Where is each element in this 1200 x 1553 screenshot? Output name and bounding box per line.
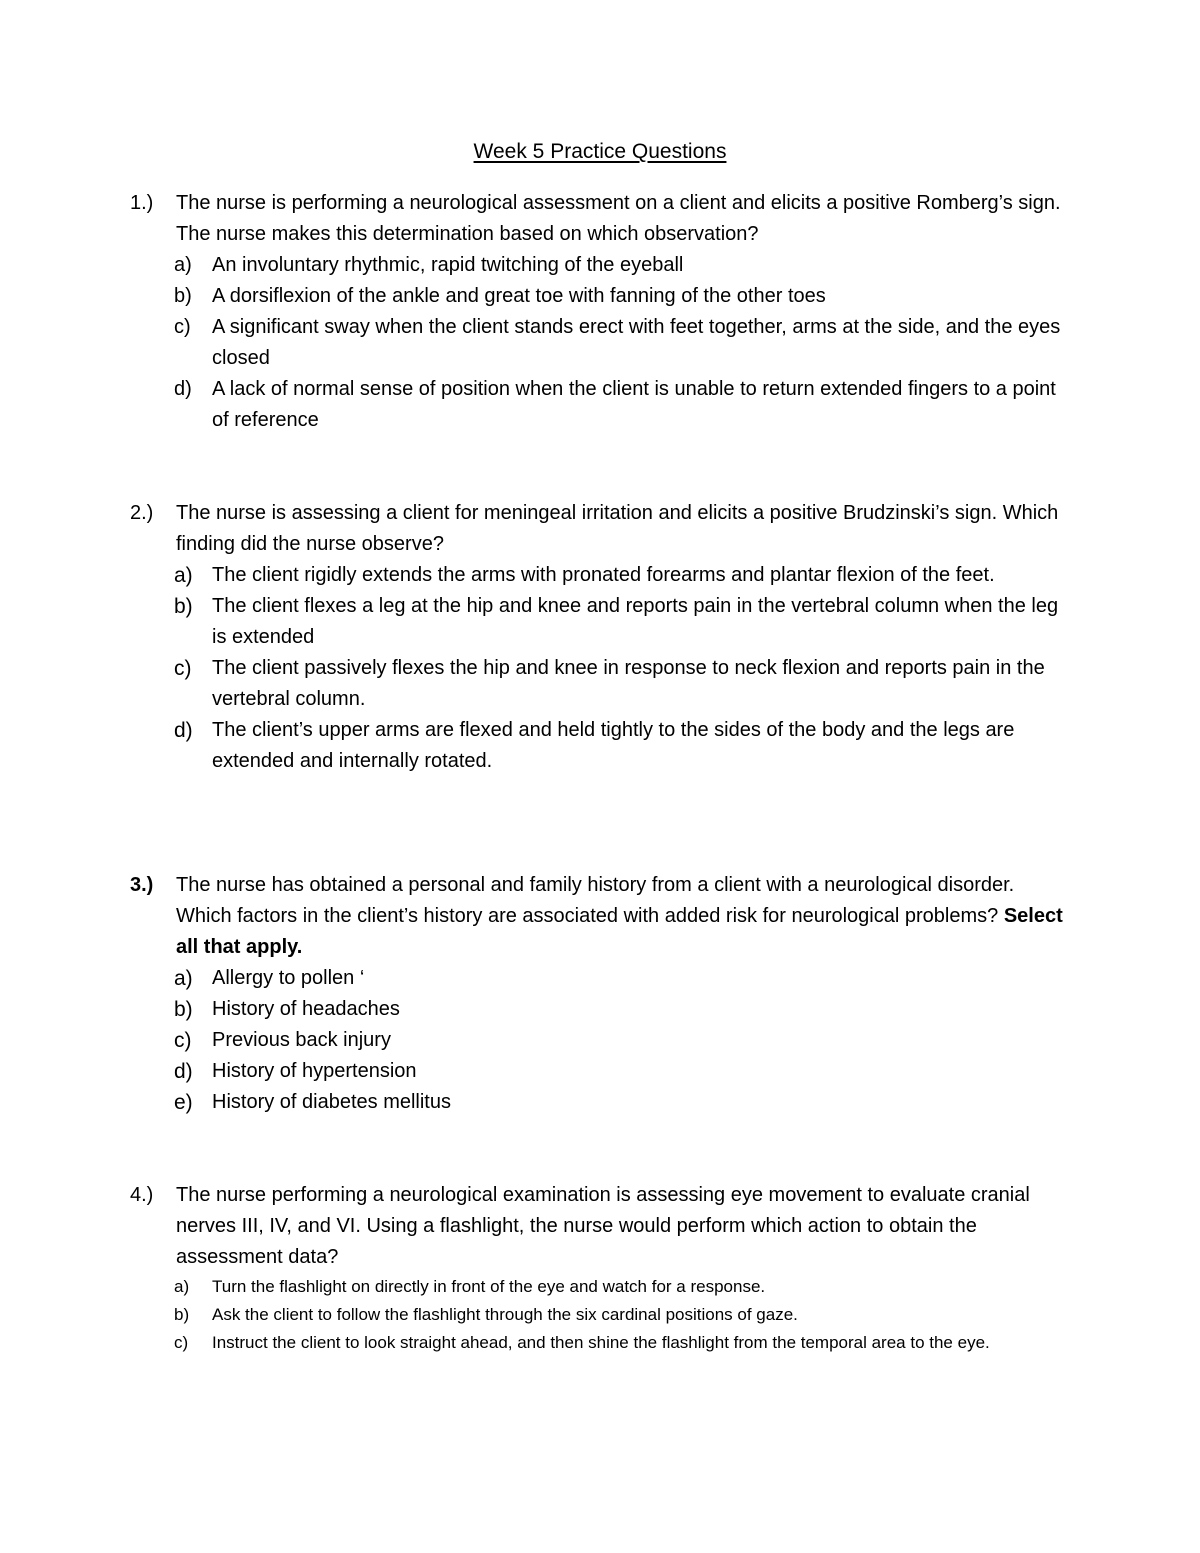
question-number: 2.)	[130, 502, 154, 524]
option-text: Turn the flashlight on directly in front of the eye and watch for a response.	[212, 1277, 766, 1296]
option-letter: c)	[174, 1029, 192, 1052]
option-a	[130, 963, 1070, 994]
option-text: History of hypertension	[212, 1060, 417, 1082]
option-c	[130, 1329, 1070, 1357]
option-text: An involuntary rhythmic, rapid twitching of the eyeball	[212, 254, 684, 276]
option-letter: d)	[174, 1060, 193, 1083]
question-3	[130, 870, 1070, 1118]
answer-options	[130, 1273, 1070, 1357]
option-text: The client passively flexes the hip and knee in response to neck flexion and reports pain in the vertebral column.	[212, 657, 1045, 710]
option-b	[130, 591, 1070, 653]
option-d	[130, 1056, 1070, 1087]
answer-options	[130, 250, 1070, 436]
select-all-instruction: Select all that apply.	[176, 905, 1063, 958]
option-b	[130, 281, 1070, 312]
option-letter: a)	[174, 1277, 190, 1296]
option-b	[130, 994, 1070, 1025]
option-letter: c)	[174, 1333, 189, 1352]
option-b	[130, 1301, 1070, 1329]
option-text: A significant sway when the client stands erect with feet together, arms at the side, and the eyes closed	[212, 316, 1061, 369]
option-letter: e)	[174, 1091, 193, 1114]
option-text: Allergy to pollen ‘	[212, 967, 365, 989]
option-text: The client flexes a leg at the hip and knee and reports pain in the vertebral column when the leg is extended	[212, 595, 1059, 648]
option-text: A lack of normal sense of position when the client is unable to return extended fingers to a point of reference	[212, 378, 1056, 431]
question-stem	[130, 498, 1070, 560]
answer-options	[130, 963, 1070, 1118]
question-text	[176, 874, 1063, 958]
option-text: A dorsiflexion of the ankle and great toe with fanning of the other toes	[212, 285, 826, 307]
option-letter: c)	[174, 316, 191, 338]
question-stem	[130, 1180, 1070, 1273]
option-text: The client rigidly extends the arms with pronated forearms and plantar flexion of the feet.	[212, 564, 995, 586]
option-text: Previous back injury	[212, 1029, 391, 1051]
option-text: The client’s upper arms are flexed and held tightly to the sides of the body and the legs are extended and internally rotated.	[212, 719, 1015, 772]
page-title: Week 5 Practice Questions	[473, 140, 727, 163]
question-text: The nurse is performing a neurological assessment on a client and elicits a positive Romberg’s sign. The nurse makes this determination based on which observation?	[176, 192, 1061, 245]
option-a	[130, 560, 1070, 591]
question-stem	[130, 870, 1070, 963]
option-a	[130, 250, 1070, 281]
option-d	[130, 374, 1070, 436]
option-a	[130, 1273, 1070, 1301]
option-letter: a)	[174, 564, 193, 587]
option-letter: b)	[174, 1305, 190, 1324]
option-letter: c)	[174, 657, 192, 680]
question-1	[130, 188, 1070, 436]
option-letter: b)	[174, 285, 192, 307]
question-number: 4.)	[130, 1184, 154, 1206]
option-letter: d)	[174, 378, 192, 400]
question-4	[130, 1180, 1070, 1357]
question-number: 3.)	[130, 874, 154, 896]
option-text: History of diabetes mellitus	[212, 1091, 451, 1113]
option-text: History of headaches	[212, 998, 400, 1020]
option-c	[130, 653, 1070, 715]
answer-options	[130, 560, 1070, 777]
option-text: Instruct the client to look straight ahead, and then shine the flashlight from the temporal area to the eye.	[212, 1333, 990, 1352]
option-letter: d)	[174, 719, 193, 742]
option-e	[130, 1087, 1070, 1118]
option-c	[130, 312, 1070, 374]
option-letter: b)	[174, 595, 193, 618]
option-letter: a)	[174, 967, 193, 990]
question-number: 1.)	[130, 192, 154, 214]
option-letter: b)	[174, 998, 193, 1021]
option-d	[130, 715, 1070, 777]
question-2	[130, 498, 1070, 777]
option-text: Ask the client to follow the flashlight through the six cardinal positions of gaze.	[212, 1305, 798, 1324]
question-text: The nurse performing a neurological examination is assessing eye movement to evaluate cranial nerves III, IV, and VI. Using a flashlight, the nurse would perform which action to obtain the assessment data?	[176, 1184, 1030, 1268]
question-text: The nurse is assessing a client for meningeal irritation and elicits a positive Brudzinski’s sign. Which finding did the nurse observe?	[176, 502, 1059, 555]
option-c	[130, 1025, 1070, 1056]
option-letter: a)	[174, 254, 192, 276]
question-text-body: The nurse has obtained a personal and family history from a client with a neurological disorder. Which factors in the client’s history are associated with added risk for neurological problems?	[176, 874, 1015, 927]
question-stem	[130, 188, 1070, 250]
